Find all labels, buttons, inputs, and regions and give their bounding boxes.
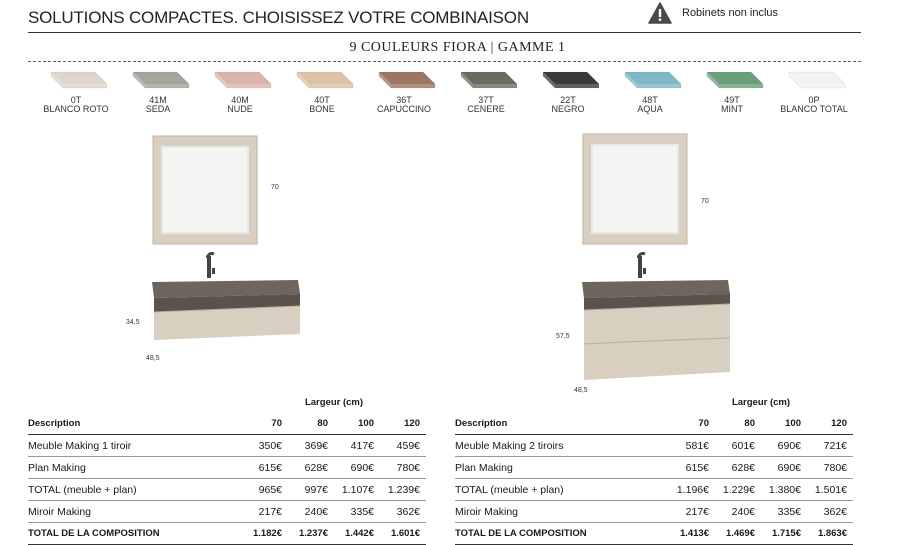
price-cell: 615€ xyxy=(242,457,288,479)
color-chip xyxy=(289,68,355,96)
product-2-illustration xyxy=(580,132,740,382)
color-code: 49T xyxy=(724,95,740,105)
price-cell: 362€ xyxy=(380,501,426,523)
row-label: Meuble Making 2 tiroirs xyxy=(455,435,669,457)
row-label: Miroir Making xyxy=(28,501,242,523)
color-swatch xyxy=(35,68,117,114)
mirror-height-label: 70 xyxy=(271,184,279,191)
depth-label: 48,5 xyxy=(146,355,160,362)
color-name: NUDE xyxy=(227,104,253,114)
row-label: Meuble Making 1 tiroir xyxy=(28,435,242,457)
price-cell: 417€ xyxy=(334,435,380,457)
price-cell: 965€ xyxy=(242,479,288,501)
row-label: TOTAL (meuble + plan) xyxy=(455,479,669,501)
width-caption: Largeur (cm) xyxy=(731,397,791,408)
table-row xyxy=(28,501,426,523)
cabinet-height-label: 34,5 xyxy=(126,319,140,326)
color-chip xyxy=(453,68,519,96)
price-cell: 1.863€ xyxy=(807,523,853,545)
color-name: MINT xyxy=(721,104,743,114)
color-chip xyxy=(371,68,437,96)
color-chip xyxy=(43,68,109,96)
color-chip xyxy=(781,68,847,96)
price-cell: 1.196€ xyxy=(669,479,715,501)
price-cell: 217€ xyxy=(669,501,715,523)
faucet xyxy=(638,254,646,279)
color-name: CENERE xyxy=(467,104,505,114)
table-row xyxy=(455,435,853,457)
price-cell: 1.501€ xyxy=(807,479,853,501)
color-name: NEGRO xyxy=(551,104,585,114)
color-code: 48T xyxy=(642,95,658,105)
color-chip xyxy=(699,68,765,96)
price-table-2 xyxy=(455,392,853,545)
price-cell: 1.107€ xyxy=(334,479,380,501)
color-name: SEDA xyxy=(145,104,171,114)
description-header: Description xyxy=(28,413,242,435)
color-name: BLANCO TOTAL xyxy=(780,104,848,114)
color-code: 37T xyxy=(478,95,494,105)
price-cell: 1.442€ xyxy=(334,523,380,545)
price-cell: 721€ xyxy=(807,435,853,457)
color-swatch xyxy=(117,68,199,114)
row-label: TOTAL DE LA COMPOSITION xyxy=(28,523,242,545)
color-code: 0P xyxy=(808,95,820,105)
depth-label: 48,5 xyxy=(574,387,588,394)
price-cell: 459€ xyxy=(380,435,426,457)
price-cell: 1.469€ xyxy=(715,523,761,545)
price-cell: 628€ xyxy=(288,457,334,479)
color-chip xyxy=(535,68,601,96)
color-swatch xyxy=(445,68,527,114)
warning-triangle-icon xyxy=(648,2,672,24)
color-name: AQUA xyxy=(637,104,663,114)
price-cell: 335€ xyxy=(334,501,380,523)
product-1-illustration xyxy=(150,134,310,344)
header-divider xyxy=(28,32,861,33)
description-header: Description xyxy=(455,413,669,435)
table-row xyxy=(28,523,426,545)
width-header: 100 xyxy=(761,413,807,435)
table-row xyxy=(455,479,853,501)
color-swatch xyxy=(773,68,855,114)
color-chip xyxy=(617,68,683,96)
price-cell: 1.715€ xyxy=(761,523,807,545)
color-name: BONE xyxy=(309,104,335,114)
price-cell: 240€ xyxy=(715,501,761,523)
width-caption: Largeur (cm) xyxy=(304,397,364,408)
price-cell: 601€ xyxy=(715,435,761,457)
table-row xyxy=(455,457,853,479)
color-swatch xyxy=(691,68,773,114)
price-cell: 690€ xyxy=(334,457,380,479)
price-cell: 690€ xyxy=(761,435,807,457)
mirror-height-label: 70 xyxy=(701,198,709,205)
price-cell: 362€ xyxy=(807,501,853,523)
width-header: 70 xyxy=(669,413,715,435)
price-cell: 615€ xyxy=(669,457,715,479)
price-cell: 350€ xyxy=(242,435,288,457)
row-label: TOTAL DE LA COMPOSITION xyxy=(455,523,669,545)
price-cell: 690€ xyxy=(761,457,807,479)
warning-text: Robinets non inclus xyxy=(682,7,779,19)
table-row xyxy=(455,523,853,545)
cabinet-height-label: 57,5 xyxy=(556,333,570,340)
color-code: 22T xyxy=(560,95,576,105)
row-label: Plan Making xyxy=(28,457,242,479)
price-cell: 1.380€ xyxy=(761,479,807,501)
color-swatch xyxy=(609,68,691,114)
row-label: TOTAL (meuble + plan) xyxy=(28,479,242,501)
color-swatch xyxy=(281,68,363,114)
vanity-unit xyxy=(582,280,730,380)
color-chip xyxy=(207,68,273,96)
price-cell: 369€ xyxy=(288,435,334,457)
color-code: 0T xyxy=(70,95,82,105)
table-row xyxy=(455,501,853,523)
table-row xyxy=(28,479,426,501)
page-title: SOLUTIONS COMPACTES. CHOISISSEZ VOTRE COMBINAISON xyxy=(28,8,529,27)
color-swatch xyxy=(363,68,445,114)
price-cell: 581€ xyxy=(669,435,715,457)
color-range-title: 9 COULEURS FIORA | GAMME 1 xyxy=(349,40,566,55)
width-header: 80 xyxy=(715,413,761,435)
mirror xyxy=(583,134,687,244)
price-table-1 xyxy=(28,392,426,545)
vanity-unit xyxy=(152,280,300,340)
price-cell: 1.237€ xyxy=(288,523,334,545)
row-label: Plan Making xyxy=(455,457,669,479)
price-cell: 1.239€ xyxy=(380,479,426,501)
mirror xyxy=(153,136,257,244)
warning-notice xyxy=(648,2,778,24)
table-row xyxy=(28,457,426,479)
price-cell: 997€ xyxy=(288,479,334,501)
price-cell: 240€ xyxy=(288,501,334,523)
price-cell: 628€ xyxy=(715,457,761,479)
price-cell: 1.182€ xyxy=(242,523,288,545)
width-header: 80 xyxy=(288,413,334,435)
color-code: 41M xyxy=(149,95,167,105)
price-cell: 1.229€ xyxy=(715,479,761,501)
width-header: 120 xyxy=(807,413,853,435)
dashed-divider xyxy=(28,61,861,62)
color-code: 40M xyxy=(231,95,249,105)
faucet xyxy=(207,254,215,279)
price-cell: 335€ xyxy=(761,501,807,523)
color-swatch xyxy=(527,68,609,114)
price-cell: 1.601€ xyxy=(380,523,426,545)
color-chip xyxy=(125,68,191,96)
color-code: 40T xyxy=(314,95,330,105)
row-label: Miroir Making xyxy=(455,501,669,523)
color-name: CAPUCCINO xyxy=(376,104,431,114)
color-code: 36T xyxy=(396,95,412,105)
price-cell: 1.413€ xyxy=(669,523,715,545)
width-header: 120 xyxy=(380,413,426,435)
price-cell: 780€ xyxy=(807,457,853,479)
color-name: BLANCO ROTO xyxy=(43,104,109,114)
price-cell: 217€ xyxy=(242,501,288,523)
width-header: 70 xyxy=(242,413,288,435)
table-row xyxy=(28,435,426,457)
color-swatch xyxy=(199,68,281,114)
width-header: 100 xyxy=(334,413,380,435)
price-cell: 780€ xyxy=(380,457,426,479)
